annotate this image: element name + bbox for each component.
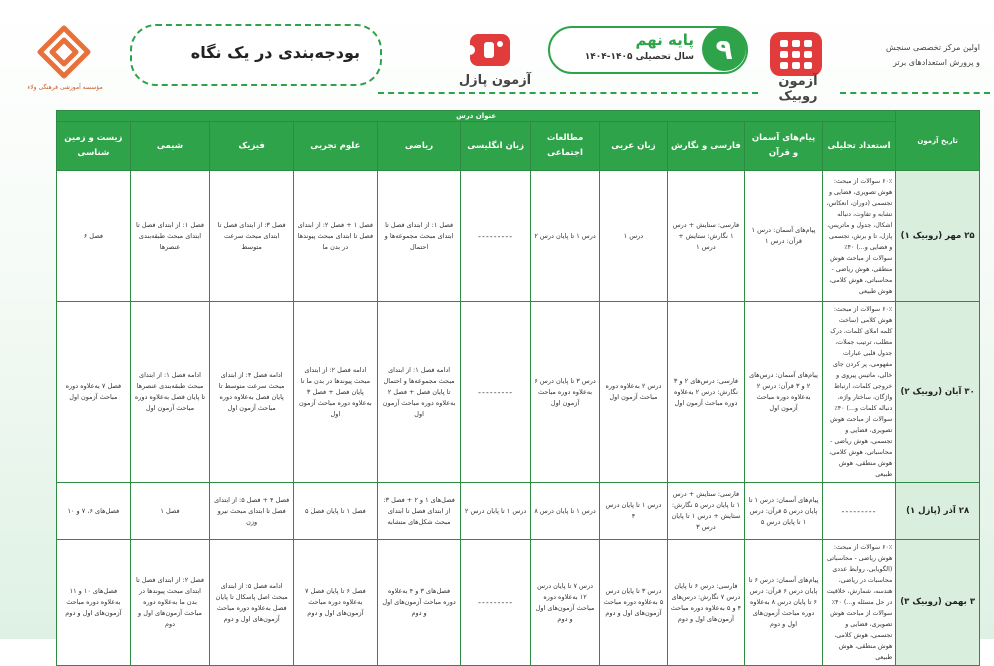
col-header: پیام‌های آسمان و قرآن: [745, 122, 823, 171]
table-cell: ---------: [461, 540, 530, 666]
table-cell: فارسی: درس‌های ۲ و ۳ نگارش: درس ۲ به‌علاوه دوره مباحث آزمون اول: [667, 302, 745, 483]
title-frame: [130, 24, 382, 86]
table-cell: فارسی: درس ۶ تا پایان درس ۷ نگارش: درس‌های ۴ و ۵ به‌علاوه دوره مباحث آزمون‌های اول و دوم: [667, 540, 745, 666]
table-cell: فصل‌های ۱ و ۲ + فصل ۳: از ابتدای فصل تا ابتدای مبحث شکل‌های متشابه: [377, 483, 461, 540]
table-cell: فصل ۱: [130, 483, 210, 540]
rubik-exam-label: آزمون روبیک: [778, 74, 818, 104]
col-header: مطالعات اجتماعی: [530, 122, 599, 171]
org-line-1: اولین مرکز تخصصی سنجش: [886, 43, 980, 52]
table-cell: ---------: [461, 302, 530, 483]
institute-logo-icon: [34, 24, 94, 80]
table-row: [57, 483, 980, 540]
header-divider: [378, 92, 758, 94]
table-cell: فصل ۲: از ابتدای فصل تا ابتدای مبحث پیوندها در بدن ما به‌علاوه دوره مباحث آزمون‌های اول و دوم: [130, 540, 210, 666]
table-cell: ۶۰٪ سوالات از مبحث: هوش ریاضی - محاسباتی (الگویابی، روابط عددی محاسبات در ریاضی، هندسه، شمارش، خلاقیت در حل مسئله و...) ۴۰٪ سوالات از مباحث هوش تصویری، فضایی و تجسمی، هوش کلامی، هوش منطقی، هوش طبیعی: [822, 540, 896, 666]
page-title: بودجه‌بندی در یک نگاه: [190, 43, 360, 62]
table-cell: درس ۱ تا پایان درس ۸: [530, 483, 599, 540]
exam-date: ۲۸ آذر (پازل ۱): [896, 483, 980, 540]
exam-date: ۲۵ مهر (روبیک ۱): [896, 171, 980, 302]
table-cell: درس ۱ تا پایان درس ۲: [461, 483, 530, 540]
col-header: فیزیک: [210, 122, 294, 171]
table-cell: ۶۰٪ سوالات از مبحث: هوش کلامی (ساخت کلمه املای کلمات، درک مطلب، ترتیب جملات، جدول قلبی عبارات مفهومی، پر کردن جای خالی، ماتیس پیروی و خروجی کلمات، ارتباط واژگان، ساختار واژه، دنباله کلمات و...) ۴۰٪ سوالات از مباحث هوش تصویری، فضایی و تجسمی، هوش ریاضی - محاسباتی، هوش کلامی، هوش منطقی، هوش طبیعی: [822, 302, 896, 483]
table-cell: فصل ۶: [57, 171, 131, 302]
org-line-2: و پرورش استعدادهای برتر: [892, 58, 980, 67]
table-cell: ادامه فصل ۱: از ابتدای مبحث طبقه‌بندی عنصرها تا پایان فصل به‌علاوه دوره مباحث آزمون اول: [130, 302, 210, 483]
header-divider-right: [840, 92, 990, 94]
table-cell: درس ۱: [600, 171, 667, 302]
table-row: [57, 171, 980, 302]
table-cell: فارسی: ستایش + درس ۱ تا پایان درس ۵ نگارش: ستایش + درس ۱ تا پایان درس ۳: [667, 483, 745, 540]
subject-group-header: عنوان درس: [57, 111, 896, 122]
page-header: [0, 0, 994, 104]
table-cell: فصل‌های ۱۰ و ۱۱ به‌علاوه دوره مباحث آزمون‌های اول و دوم: [57, 540, 131, 666]
table-cell: ادامه فصل ۵: از ابتدای مبحث اصل پاسکال تا پایان فصل به‌علاوه دوره مباحث آزمون‌های اول و دوم: [210, 540, 294, 666]
table-cell: ادامه فصل ۱: از ابتدای مبحث مجموعه‌ها و احتمال تا پایان فصل + فصل ۲ به‌علاوه دوره مباحث آزمون اول: [377, 302, 461, 483]
table-row: [57, 540, 980, 666]
institute-name: مؤسسه آموزشی فرهنگی ولاء: [27, 84, 103, 91]
col-header: زبان عربی: [600, 122, 667, 171]
grade-badge: [548, 26, 748, 74]
table-cell: درس ۳ تا پایان درس ۶ به‌علاوه دوره مباحث آزمون اول: [530, 302, 599, 483]
table-cell: درس ۳ تا پایان درس ۵ به‌علاوه دوره مباحث آزمون‌های اول و دوم: [600, 540, 667, 666]
org-tagline: [840, 40, 980, 70]
table-cell: درس ۱ تا پایان درس ۲: [530, 171, 599, 302]
table-cell: فصل ۶ تا پایان فصل ۷ به‌علاوه دوره مباحث آزمون‌های اول و دوم: [294, 540, 378, 666]
table-cell: درس ۷ تا پایان درس ۱۲ به‌علاوه دوره مباحث آزمون‌های اول و دوم: [530, 540, 599, 666]
col-header: فارسی و نگارش: [667, 122, 745, 171]
table-cell: درس ۱ تا پایان درس ۴: [600, 483, 667, 540]
table-cell: ادامه فصل ۲: از ابتدای مبحث پیوندها در بدن ما تا پایان فصل + فصل ۳ به‌علاوه دوره مباحث آزمون اول: [294, 302, 378, 483]
puzzle-icon: [466, 30, 514, 70]
col-header: استعداد تحلیلی: [822, 122, 896, 171]
col-header: زیست و زمین شناسی: [57, 122, 131, 171]
grade-number: ۹: [702, 27, 746, 71]
table-cell: فارسی: ستایش + درس ۱ نگارش: ستایش + درس ۱: [667, 171, 745, 302]
table-cell: پیام‌های آسمان: درس ۱ قرآن: درس ۱: [745, 171, 823, 302]
col-header: زبان انگلیسی: [461, 122, 530, 171]
table-cell: پیام‌های آسمان: درس‌های ۲ و ۳ قرآن: درس ۲ به‌علاوه دوره مباحث آزمون اول: [745, 302, 823, 483]
table-cell: فصل ۷ به‌علاوه دوره مباحث آزمون اول: [57, 302, 131, 483]
exam-date: ۳۰ آبان (روبیک ۲): [896, 302, 980, 483]
col-header: علوم تجربی: [294, 122, 378, 171]
table-row: [57, 302, 980, 483]
table-cell: ---------: [461, 171, 530, 302]
budget-table: [56, 110, 980, 666]
table-cell: ۶۰٪ سوالات از مبحث: هوش تصویری، فضایی و تجسمی (دوران، انعکاس، تشابه و تفاوت، دنباله اشکال، جدول و ماتریس، پازل، تا و برش، تجسمی و فضایی و...) ۴۰٪ سوالات از مباحث هوش منطقی، هوش ریاضی - محاسباتی، هوش کلامی، هوش طبیعی: [822, 171, 896, 302]
table-cell: درس ۲ به‌علاوه دوره مباحث آزمون اول: [600, 302, 667, 483]
table-cell: فصل‌های ۶، ۷ و ۱۰: [57, 483, 131, 540]
puzzle-exam-label: آزمون پازل: [458, 73, 532, 88]
table-cell: فصل ۱ + فصل ۲: از ابتدای فصل تا ابتدای مبحث پیوندها در بدن ما: [294, 171, 378, 302]
col-header: ریاضی: [377, 122, 461, 171]
table-cell: فصل‌های ۳ و ۴ به‌علاوه دوره مباحث آزمون‌های اول و دوم: [377, 540, 461, 666]
col-header: شیمی: [130, 122, 210, 171]
table-cell: فصل ۴ + فصل ۵: از ابتدای فصل تا ابتدای مبحث نیرو وزن: [210, 483, 294, 540]
table-cell: پیام‌های آسمان: درس ۶ تا پایان درس ۶ قرآن: درس ۶ تا پایان درس ۸ به‌علاوه دوره مباحث آزمون‌های اول و دوم: [745, 540, 823, 666]
table-cell: فصل ۱ تا پایان فصل ۵: [294, 483, 378, 540]
table-cell: پیام‌های آسمان: درس ۱ تا پایان درس ۵ قرآن: درس ۱ تا پایان درس ۵: [745, 483, 823, 540]
table-cell: ادامه فصل ۴: از ابتدای مبحث سرعت متوسط تا پایان فصل به‌علاوه دوره مباحث آزمون اول: [210, 302, 294, 483]
date-header: تاریخ آزمون: [896, 111, 980, 171]
table-cell: ---------: [822, 483, 896, 540]
rubik-cube-icon: [768, 30, 824, 78]
table-cell: فصل ۳: از ابتدای فصل تا ابتدای مبحث سرعت متوسط: [210, 171, 294, 302]
exam-date: ۳ بهمن (روبیک ۳): [896, 540, 980, 666]
academic-year: سال تحصیلی ۱۴۰۵-۱۴۰۴: [584, 52, 694, 62]
table-cell: فصل ۱: از ابتدای فصل تا ابتدای مبحث طبقه‌بندی عنصرها: [130, 171, 210, 302]
table-cell: فصل ۱: از ابتدای فصل تا ابتدای مبحث مجموعه‌ها و احتمال: [377, 171, 461, 302]
grade-title: پایه نهم: [635, 31, 694, 49]
